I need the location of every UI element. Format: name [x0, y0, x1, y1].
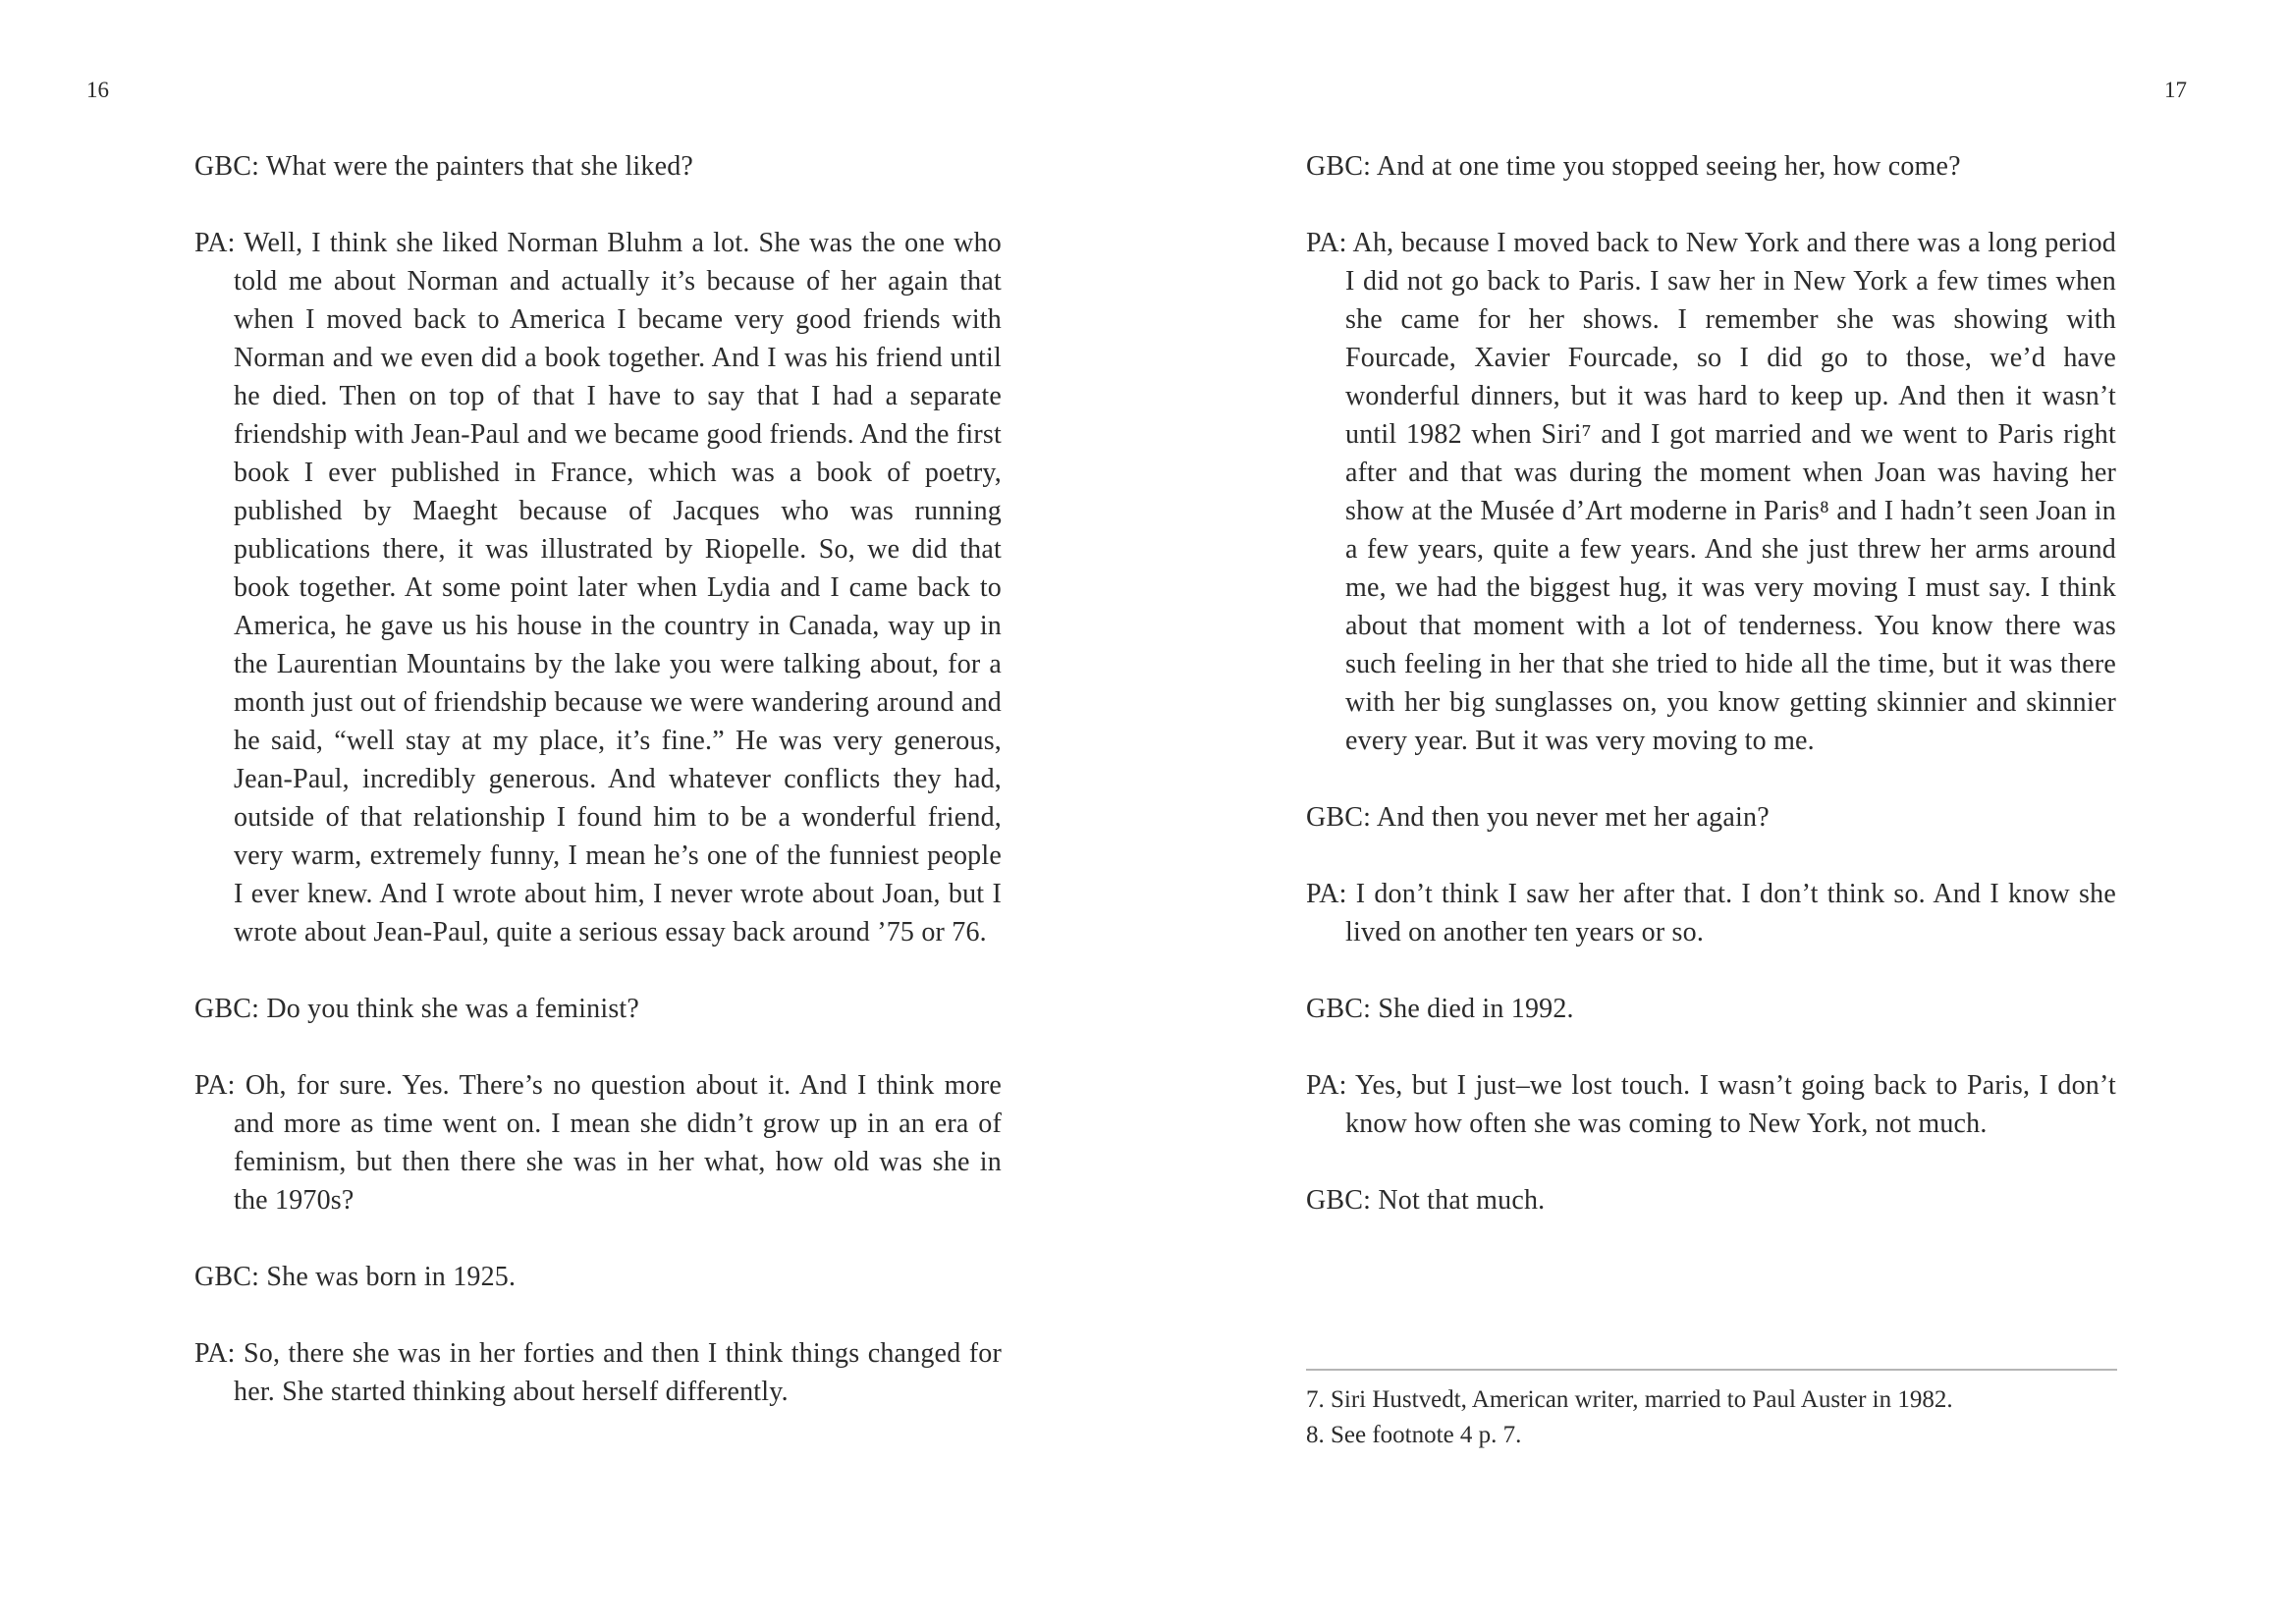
- dialogue-paragraph: [1306, 147, 2116, 186]
- dialogue-paragraph: [1306, 1181, 2116, 1219]
- dialogue-paragraph: [194, 990, 1002, 1028]
- dialogue-paragraph: [1306, 1066, 2116, 1143]
- speaker-label: GBC:: [194, 1262, 260, 1292]
- speaker-label: PA:: [1306, 879, 1347, 909]
- dialogue-text: She died in 1992.: [1378, 994, 1574, 1024]
- dialogue-paragraph: [1306, 990, 2116, 1028]
- dialogue-text: Do you think she was a feminist?: [266, 994, 640, 1024]
- dialogue-text: So, there she was in her forties and then I think things changed for her. She started thinking about herself differently.: [234, 1338, 1002, 1407]
- speaker-label: GBC:: [194, 994, 260, 1024]
- dialogue-text: I don’t think I saw her after that. I don’t think so. And I know she lived on another ten years or so.: [1345, 879, 2116, 947]
- speaker-label: GBC:: [1306, 151, 1372, 182]
- dialogue-paragraph: [1306, 875, 2116, 951]
- speaker-label: GBC:: [1306, 1185, 1372, 1216]
- dialogue-paragraph: [1306, 798, 2116, 837]
- dialogue-paragraph: [194, 224, 1002, 951]
- dialogue-paragraph: [194, 1066, 1002, 1219]
- speaker-label: PA:: [194, 228, 236, 258]
- dialogue-text: Not that much.: [1378, 1185, 1546, 1216]
- speaker-label: PA:: [194, 1338, 236, 1369]
- page-number-right: 17: [2164, 78, 2187, 102]
- speaker-label: GBC:: [194, 151, 260, 182]
- page-17-text-column: [1306, 147, 2116, 1219]
- speaker-label: GBC:: [1306, 994, 1372, 1024]
- footnote: 8. See footnote 4 p. 7.: [1306, 1422, 1522, 1448]
- dialogue-text: Ah, because I moved back to New York and there was a long period I did not go back to Paris. I saw her in New York a few times when she came for her shows. I remember she was showing with Fourcade, Xavier Fourcade, so I did go to those, we’d have wonderful dinners, but it was hard to keep up. And then it wasn’t until 1982 when Siri⁷ and I got married and we went to Paris right after and that was during the moment when Joan was having her show at the Musée d’Art moderne in Paris⁸ and I hadn’t seen Joan in a few years, quite a few years. And she just threw her arms around me, we had the biggest hug, it was very moving I must say. I think about that moment with a lot of tenderness. You know there was such feeling in her that she tried to hide all the time, but it was there with her big sunglasses on, you know getting skinnier and skinnier every year. But it was very moving to me.: [1345, 228, 2116, 756]
- speaker-label: PA:: [1306, 228, 1347, 258]
- footnote-block: [1306, 1369, 2117, 1453]
- dialogue-text: And at one time you stopped seeing her, how come?: [1376, 151, 1961, 182]
- page-16-text-column: [194, 147, 1002, 1411]
- dialogue-paragraph: [194, 147, 1002, 186]
- speaker-label: PA:: [194, 1070, 236, 1101]
- dialogue-text: Oh, for sure. Yes. There’s no question about it. And I think more and more as time went on. I mean she didn’t grow up in an era of feminism, but then there she was in her what, how old was she in the 1970s?: [234, 1070, 1002, 1216]
- speaker-label: GBC:: [1306, 802, 1372, 833]
- page-number-left: 16: [86, 78, 109, 102]
- dialogue-paragraph: [194, 1258, 1002, 1296]
- dialogue-paragraph: [194, 1334, 1002, 1411]
- dialogue-text: Well, I think she liked Norman Bluhm a lot. She was the one who told me about Norman and actually it’s because of her again that when I moved back to America I became very good friends with Norman and we even did a book together. And I was his friend until he died. Then on top of that I have to say that I had a separate friendship with Jean-Paul and we became good friends. And the first book I ever published in France, which was a book of poetry, published by Maeght because of Jacques who was running publications there, it was illustrated by Riopelle. So, we did that book together. At some point later when Lydia and I came back to America, he gave us his house in the country in Canada, way up in the Laurentian Mountains by the lake you were talking about, for a month just out of friendship because we were wandering around and he said, “well stay at my place, it’s fine.” He was very generous, Jean-Paul, incredibly generous. And whatever conflicts they had, outside of that relationship I found him to be a wonderful friend, very warm, extremely funny, I mean he’s one of the funniest people I ever knew. And I wrote about him, I never wrote about Joan, but I wrote about Jean-Paul, quite a serious essay back around ’75 or 76.: [234, 228, 1002, 947]
- dialogue-text: She was born in 1925.: [266, 1262, 517, 1292]
- footnote: 7. Siri Hustvedt, American writer, married to Paul Auster in 1982.: [1306, 1386, 1953, 1413]
- footnote-rule: [1306, 1369, 2117, 1371]
- dialogue-paragraph: [1306, 224, 2116, 760]
- speaker-label: PA:: [1306, 1070, 1347, 1101]
- dialogue-text: What were the painters that she liked?: [265, 151, 694, 182]
- dialogue-text: And then you never met her again?: [1376, 802, 1770, 833]
- dialogue-text: Yes, but I just–we lost touch. I wasn’t going back to Paris, I don’t know how often she was coming to New York, not much.: [1345, 1070, 2116, 1139]
